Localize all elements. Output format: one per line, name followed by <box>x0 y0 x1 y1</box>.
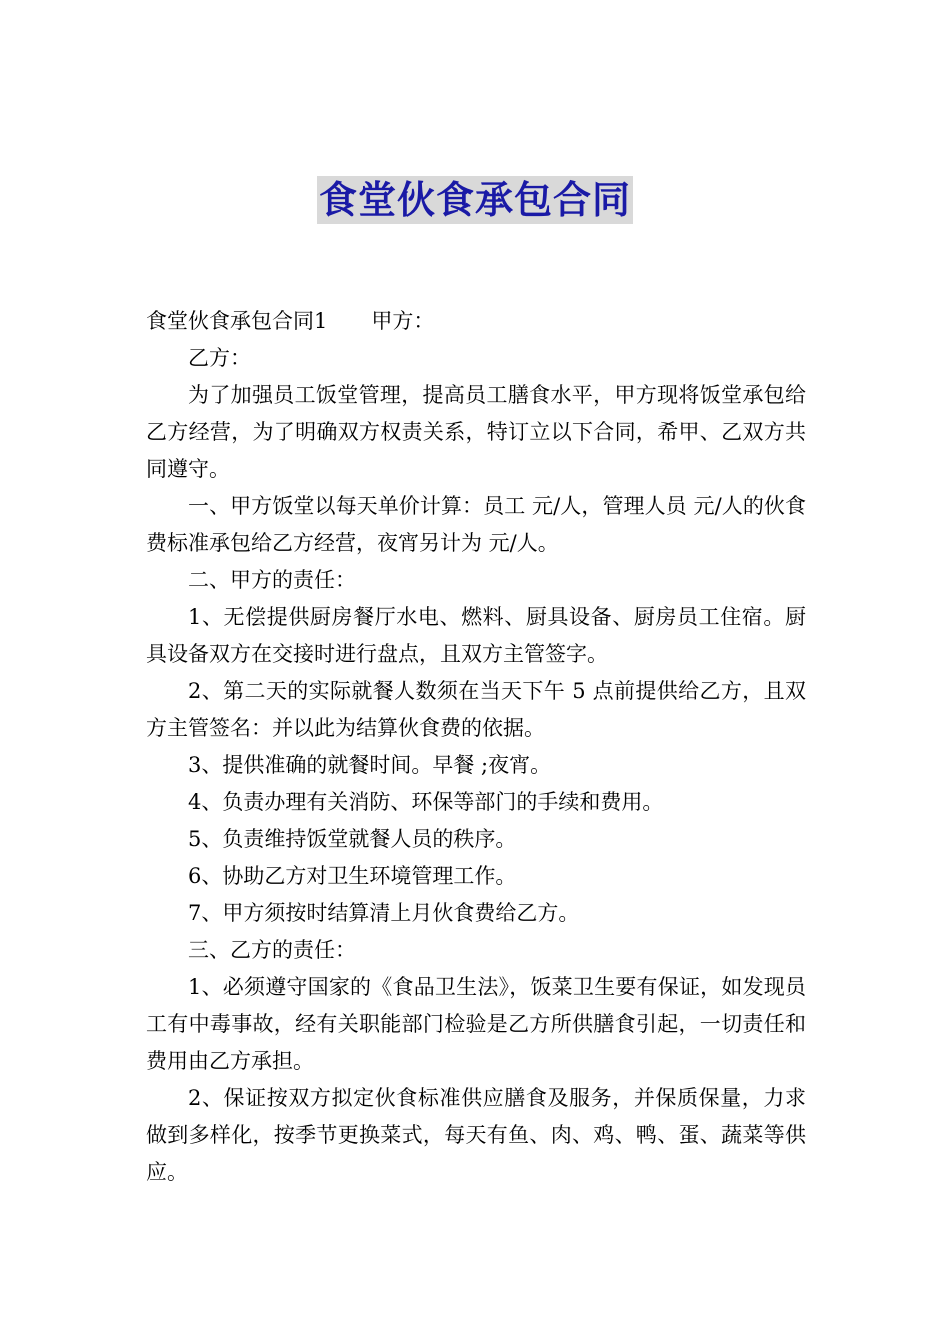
paragraph-a-duty-3: 3、提供准确的就餐时间。早餐 ;夜宵。 <box>188 753 552 777</box>
paragraph-party-b: 乙方： <box>188 346 251 370</box>
paragraph-b-duty-2: 2、保证按双方拟定伙食标准供应膳食及服务，并保质保量，力求做到多样化，按季节更换菜式，每天有鱼、肉、鸡、鸭、蛋、蔬菜等供应。 <box>146 1086 806 1184</box>
contract-label: 食堂伙食承包合同1 <box>146 309 328 333</box>
title-container <box>0 176 950 224</box>
paragraph-a-duty-1: 1、无偿提供厨房餐厅水电、燃料、厨具设备、厨房员工住宿。厨具设备双方在交接时进行盘点，且双方主管签字。 <box>146 605 806 666</box>
paragraph-a-duty-2: 2、第二天的实际就餐人数须在当天下午 5 点前提供给乙方，且双方主管签名：并以此为结算伙食费的依据。 <box>146 679 806 740</box>
document-title: 食堂伙食承包合同 <box>318 178 631 222</box>
paragraph-section-3-heading: 三、乙方的责任： <box>188 938 356 962</box>
paragraph-section-2-heading: 二、甲方的责任： <box>188 568 356 592</box>
paragraph-a-duty-7: 7、甲方须按时结算清上月伙食费给乙方。 <box>188 901 580 925</box>
paragraph-a-duty-6: 6、协助乙方对卫生环境管理工作。 <box>188 864 517 888</box>
paragraph-a-duty-5: 5、负责维持饭堂就餐人员的秩序。 <box>188 827 517 851</box>
paragraph-a-duty-4: 4、负责办理有关消防、环保等部门的手续和费用。 <box>188 790 664 814</box>
paragraph-b-duty-1: 1、必须遵守国家的《食品卫生法》，饭菜卫生要有保证，如发现员工有中毒事故，经有关职能部门检验是乙方所供膳食引起，一切责任和费用由乙方承担。 <box>146 975 806 1073</box>
heading-line <box>146 303 806 340</box>
paragraph-clause-1: 一、甲方饭堂以每天单价计算：员工 元/人，管理人员 元/人的伙食费标准承包给乙方经营，夜宵另计为 元/人。 <box>146 494 806 555</box>
document-body <box>146 303 806 1191</box>
paragraph-preamble: 为了加强员工饭堂管理，提高员工膳食水平，甲方现将饭堂承包给乙方经营，为了明确双方权责关系，特订立以下合同，希甲、乙双方共同遵守。 <box>146 383 806 481</box>
party-a-label: 甲方： <box>371 309 435 333</box>
